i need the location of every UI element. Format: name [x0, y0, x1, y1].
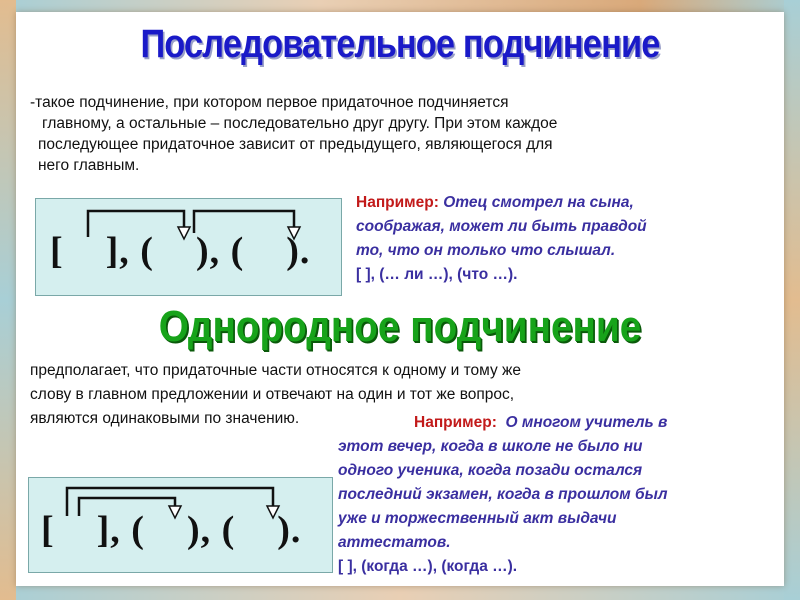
example-sentence: аттестатов.	[338, 534, 451, 551]
example-sentence: то, что он только что слышал.	[356, 242, 616, 259]
frame-right-border	[784, 0, 800, 600]
definition-line: последующее придаточное зависит от предыдущего, являющегося для	[38, 136, 553, 153]
definition-line: являются одинаковыми по значению.	[30, 410, 300, 427]
scheme-sequential	[35, 198, 342, 296]
title-sequential: Последовательное подчинение	[140, 22, 660, 66]
example-sentence: уже и торжественный акт выдачи	[338, 510, 617, 527]
definition-line: него главным.	[38, 157, 140, 174]
definition-line: главному, а остальные – последовательно друг другу. При этом каждое	[42, 115, 558, 132]
definition-line: предполагает, что придаточные части относятся к одному и тому же	[30, 362, 521, 379]
example-homogeneous	[338, 411, 778, 579]
example-sentence: О многом учитель в	[505, 414, 668, 431]
scheme-homogeneous	[28, 477, 333, 573]
definition-sequential	[30, 92, 760, 176]
scheme-formula-sequential: [ ], ( ), ( ).	[50, 230, 311, 272]
example-sentence: соображая, может ли быть правдой	[356, 218, 647, 235]
frame-bottom-border	[0, 586, 800, 600]
definition-line: -такое подчинение, при котором первое придаточное подчиняется	[30, 94, 509, 111]
example-sentence: Отец смотрел на сына,	[443, 194, 634, 211]
definition-line: слову в главном предложении и отвечают на один и тот же вопрос,	[30, 386, 515, 403]
scheme-formula-homogeneous: [ ], ( ), ( ).	[41, 509, 302, 551]
example-sentence: этот вечер, когда в школе не было ни	[338, 438, 643, 455]
frame-left-border	[0, 0, 16, 600]
example-formula: [ ], (когда …), (когда …).	[338, 558, 518, 575]
example-head: Например:	[414, 414, 497, 431]
example-head: Например:	[356, 194, 439, 211]
example-sentence: последний экзамен, когда в прошлом был	[338, 486, 668, 503]
example-sentence: одного ученика, когда позади остался	[338, 462, 643, 479]
example-formula: [ ], (… ли …), (что …).	[356, 266, 518, 283]
title-homogeneous: Однородное подчинение	[158, 302, 642, 351]
example-sequential	[356, 191, 756, 287]
